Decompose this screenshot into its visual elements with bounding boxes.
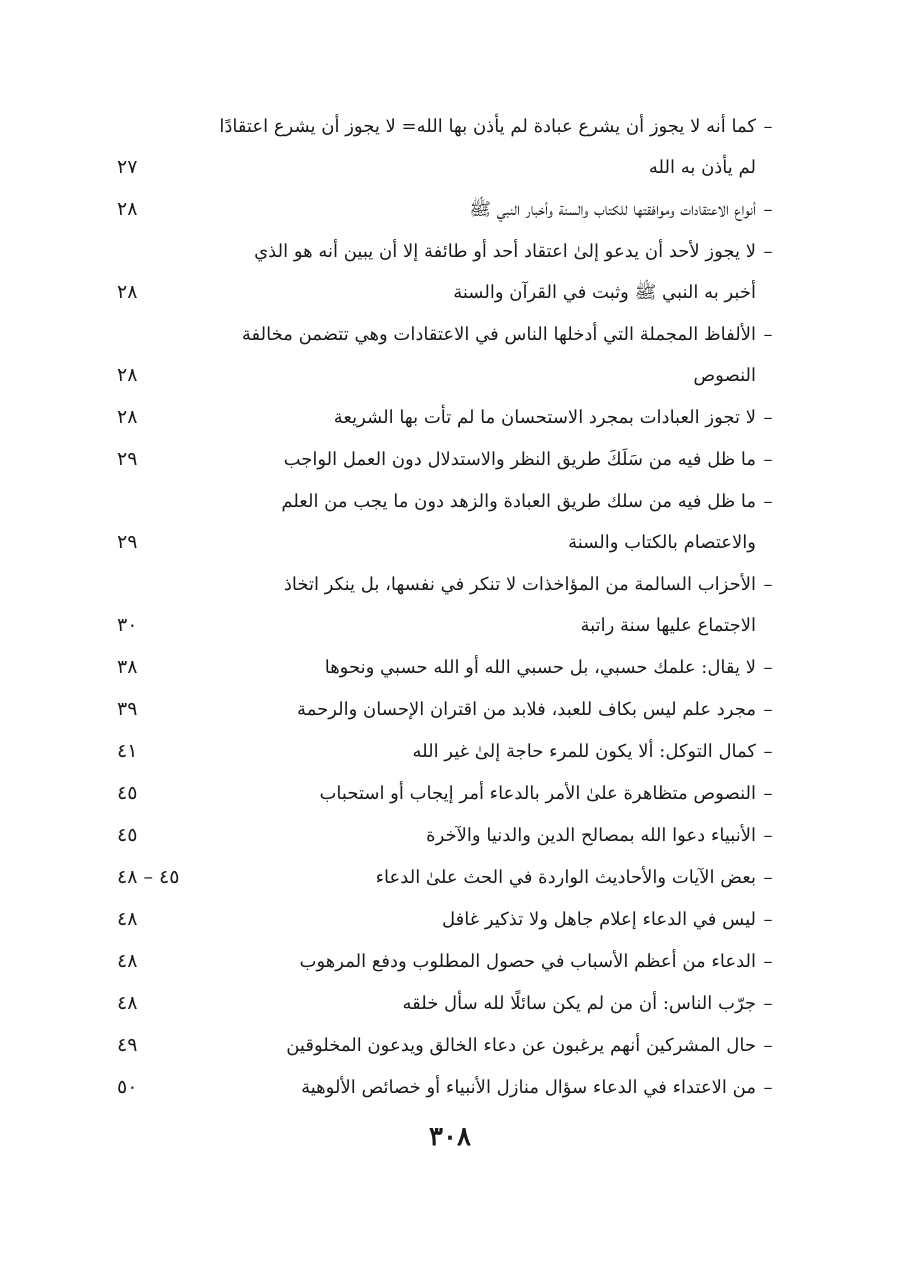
toc-entry-line — [115, 278, 780, 307]
dash-bullet: – — [763, 825, 773, 846]
page-number: ٣٠٨ — [429, 1122, 471, 1152]
toc-entry-text: كمال التوكل: ألا يكون للمرء حاجة إلىٰ غير الله — [412, 741, 756, 762]
toc-entry-line — [115, 445, 780, 474]
toc-entry — [115, 947, 780, 976]
dash-bullet: – — [763, 993, 773, 1014]
toc-entry-text: كما أنه لا يجوز أن يشرع عبادة لم يأذن بها الله= لا يجوز أن يشرع اعتقادًا — [219, 116, 756, 137]
toc-entry-line — [115, 653, 780, 682]
dash-bullet: – — [763, 1077, 773, 1098]
toc-entry-line — [115, 989, 780, 1018]
toc-page-ref: ٣٨ — [117, 656, 138, 678]
dash-bullet: – — [763, 1035, 773, 1056]
toc-entry-line — [115, 863, 780, 892]
dash-bullet: – — [763, 324, 773, 345]
toc-page-ref: ٣٩ — [117, 698, 138, 720]
toc-entry-line — [115, 695, 780, 724]
toc-entry-text: الأنبياء دعوا الله بمصالح الدين والدنيا والآخرة — [426, 825, 756, 846]
toc-page-ref: ٤٨ — [117, 992, 138, 1014]
toc-entry-text: من الاعتداء في الدعاء سؤال منازل الأنبياء أو خصائص الألوهية — [301, 1077, 756, 1098]
toc-entry-text: بعض الآيات والأحاديث الواردة في الحث علىٰ الدعاء — [375, 867, 756, 888]
toc-entry — [115, 445, 780, 474]
dash-bullet: – — [763, 909, 773, 930]
dash-bullet: – — [763, 116, 773, 137]
toc-entry-line — [115, 905, 780, 934]
toc-entry — [115, 821, 780, 850]
toc-entry-line — [115, 195, 780, 224]
toc-entry-line — [115, 528, 780, 557]
toc-page-ref: ٢٧ — [117, 156, 138, 178]
toc-entry — [115, 779, 780, 808]
dash-bullet: – — [763, 407, 773, 428]
toc-entry — [115, 989, 780, 1018]
toc-entry — [115, 195, 780, 224]
toc-page-ref: ٤٨ — [117, 908, 138, 930]
toc-page-ref: ٢٩ — [117, 448, 138, 470]
toc-page-ref: ٢٨ — [117, 198, 138, 220]
toc-entry-line — [115, 153, 780, 182]
toc-page-ref: ٥٠ — [117, 1076, 138, 1098]
toc-entry-text: لا تجوز العبادات بمجرد الاستحسان ما لم تأت بها الشريعة — [333, 407, 756, 428]
toc-entry-line — [115, 403, 780, 432]
toc-entry-text: لم يأذن به الله — [648, 157, 756, 178]
dash-bullet: – — [763, 657, 773, 678]
toc-entry-line — [115, 779, 780, 808]
toc-entry-text: ما ظل فيه من سلك طريق العبادة والزهد دون ما يجب من العلم — [281, 491, 756, 512]
toc-entry-text: لا يقال: علمك حسبي، بل حسبي الله أو الله حسبي ونحوها — [324, 657, 756, 678]
toc-entry-line — [115, 487, 780, 516]
dash-bullet: – — [763, 241, 773, 262]
toc-entry — [115, 905, 780, 934]
toc-entry-text: الأحزاب السالمة من المؤاخذات لا تنكر في نفسها، بل ينكر اتخاذ — [283, 574, 756, 595]
toc-page-ref: ٤٥ — [117, 782, 138, 804]
toc-entry-line — [115, 737, 780, 766]
toc-entry-text: ما ظل فيه من سَلَكَ طريق النظر والاستدلال دون العمل الواجب — [283, 449, 756, 470]
toc-entry — [115, 487, 780, 557]
dash-bullet: – — [763, 574, 773, 595]
toc-page-ref: ٢٨ — [117, 281, 138, 303]
toc-entry-text: والاعتصام بالكتاب والسنة — [568, 532, 756, 553]
toc-page-ref: ٤٥ — [117, 824, 138, 846]
toc-entry-text: ليس في الدعاء إعلام جاهل ولا تذكير غافل — [442, 909, 756, 930]
toc-entry — [115, 695, 780, 724]
dash-bullet: – — [763, 199, 773, 220]
toc-entry-text: جرّب الناس: أن من لم يكن سائلًا لله سأل خلقه — [402, 993, 756, 1014]
dash-bullet: – — [763, 449, 773, 470]
table-of-contents — [115, 112, 780, 1115]
toc-page-ref: ٢٨ — [117, 364, 138, 386]
toc-entry — [115, 653, 780, 682]
toc-page-ref: ٤٥ – ٤٨ — [117, 866, 180, 888]
toc-entry — [115, 237, 780, 307]
toc-entry-line — [115, 821, 780, 850]
dash-bullet: – — [763, 699, 773, 720]
toc-entry — [115, 320, 780, 390]
toc-entry-line — [115, 237, 780, 266]
toc-page-ref: ٤٨ — [117, 950, 138, 972]
toc-entry — [115, 1073, 780, 1102]
toc-entry-line — [115, 1031, 780, 1060]
toc-entry-text: لا يجوز لأحد أن يدعو إلىٰ اعتقاد أحد أو طائفة إلا أن يبين أنه هو الذي — [254, 241, 756, 262]
toc-entry — [115, 570, 780, 640]
toc-entry-text: مجرد علم ليس بكاف للعبد، فلابد من اقتران الإحسان والرحمة — [297, 699, 756, 720]
toc-entry-text: النصوص — [693, 365, 756, 386]
toc-entry-text: الدعاء من أعظم الأسباب في حصول المطلوب ودفع المرهوب — [299, 951, 756, 972]
toc-entry-text: أخبر به النبي ﷺ وثبت في القرآن والسنة — [453, 282, 756, 303]
dash-bullet: – — [763, 491, 773, 512]
toc-entry-line — [115, 1073, 780, 1102]
toc-entry-text: أنواع الاعتقادات وموافقتها للكتاب والسنة وأخبار النبي ﷺ — [469, 199, 756, 220]
toc-entry — [115, 112, 780, 182]
toc-entry — [115, 863, 780, 892]
dash-bullet: – — [763, 867, 773, 888]
toc-entry-text: النصوص متظاهرة علىٰ الأمر بالدعاء أمر إيجاب أو استحباب — [319, 783, 756, 804]
dash-bullet: – — [763, 951, 773, 972]
dash-bullet: – — [763, 741, 773, 762]
toc-entry-line — [115, 611, 780, 640]
toc-entry-line — [115, 947, 780, 976]
toc-entry-text: الاجتماع عليها سنة راتبة — [580, 615, 756, 636]
toc-entry-text: حال المشركين أنهم يرغبون عن دعاء الخالق ويدعون المخلوقين — [286, 1035, 756, 1056]
toc-page-ref: ٢٩ — [117, 531, 138, 553]
toc-entry-text: الألفاظ المجملة التي أدخلها الناس في الاعتقادات وهي تتضمن مخالفة — [241, 324, 756, 345]
toc-page-ref: ٢٨ — [117, 406, 138, 428]
toc-page-ref: ٤٩ — [117, 1034, 138, 1056]
toc-page-ref: ٤١ — [117, 740, 138, 762]
toc-entry — [115, 737, 780, 766]
dash-bullet: – — [763, 783, 773, 804]
toc-entry-line — [115, 320, 780, 349]
toc-page-ref: ٣٠ — [117, 614, 138, 636]
toc-entry — [115, 403, 780, 432]
toc-entry-line — [115, 112, 780, 141]
toc-entry — [115, 1031, 780, 1060]
toc-entry-line — [115, 570, 780, 599]
toc-entry-line — [115, 361, 780, 390]
